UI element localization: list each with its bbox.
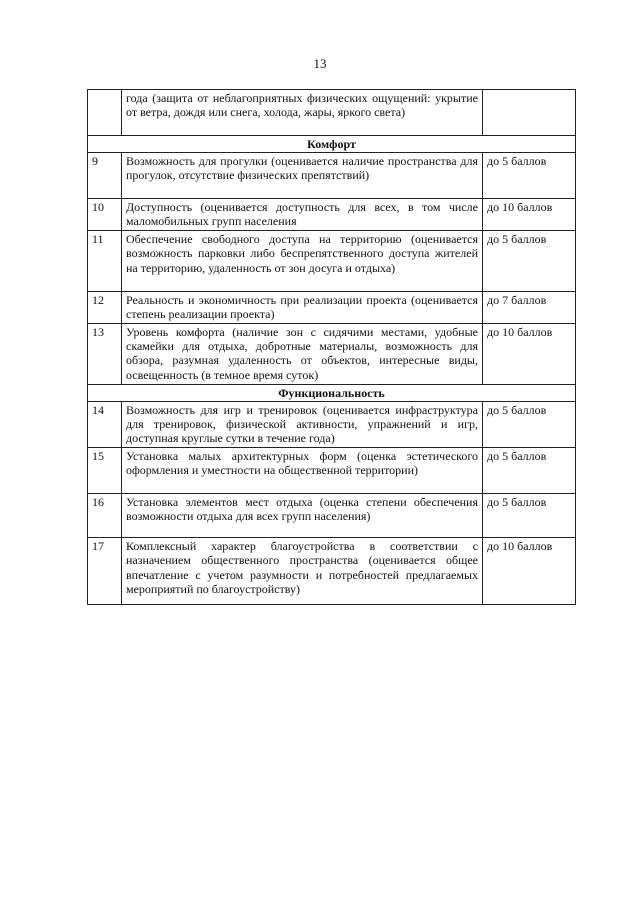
row-score: до 7 баллов <box>483 291 576 323</box>
page-number: 13 <box>313 56 327 71</box>
row-number: 12 <box>88 291 122 323</box>
row-score: до 5 баллов <box>483 493 576 537</box>
row-description: Реальность и экономичность при реализации проекта (оценивается степень реализации проекта) <box>122 291 483 323</box>
section-title: Функциональность <box>88 384 576 401</box>
row-description: Возможность для прогулки (оценивается наличие пространства для прогулок, отсутствие физических препятствий) <box>122 153 483 199</box>
row-number: 16 <box>88 493 122 537</box>
criteria-table <box>87 89 576 605</box>
row-number: 9 <box>88 153 122 199</box>
row-score: до 5 баллов <box>483 230 576 291</box>
table-row <box>88 230 576 291</box>
section-header-functionality <box>88 384 576 401</box>
row-score: до 10 баллов <box>483 323 576 384</box>
row-number: 15 <box>88 447 122 493</box>
row-description: Уровень комфорта (наличие зон с сидячими местами, удобные скамейки для отдыха, добротные материалы, возможность для обзора, разумная удаленность от объектов, интересные виды, освещенность (в темное время суток) <box>122 323 483 384</box>
section-header-comfort <box>88 136 576 153</box>
table-row <box>88 401 576 447</box>
row-score: до 10 баллов <box>483 537 576 604</box>
table-row <box>88 153 576 199</box>
row-description: Обеспечение свободного доступа на территорию (оценивается возможность парковки либо беспрепятственного доступа жителей на территорию, удаленность от зон досуга и отдыха) <box>122 230 483 291</box>
table-row <box>88 90 576 136</box>
row-description: Возможность для игр и тренировок (оценивается инфраструктура для тренировок, физической активности, упражнений и игр, доступная круглые сутки в течение года) <box>122 401 483 447</box>
table-row <box>88 447 576 493</box>
row-score: до 10 баллов <box>483 199 576 231</box>
table-row <box>88 493 576 537</box>
row-number: 13 <box>88 323 122 384</box>
table-row <box>88 291 576 323</box>
row-score <box>483 90 576 136</box>
row-number <box>88 90 122 136</box>
row-number: 17 <box>88 537 122 604</box>
row-score: до 5 баллов <box>483 401 576 447</box>
row-number: 14 <box>88 401 122 447</box>
row-description: Доступность (оценивается доступность для всех, в том числе маломобильных групп населения <box>122 199 483 231</box>
section-title: Комфорт <box>88 136 576 153</box>
row-description: Комплексный характер благоустройства в соответствии с назначением общественного пространства (оценивается общее впечатление с учетом разумности и потребностей предлагаемых мероприятий по благоустройству) <box>122 537 483 604</box>
table-row <box>88 537 576 604</box>
row-number: 11 <box>88 230 122 291</box>
row-description: года (защита от неблагоприятных физических ощущений: укрытие от ветра, дождя или снега, холода, жары, яркого света) <box>122 90 483 136</box>
table-row <box>88 199 576 231</box>
row-number: 10 <box>88 199 122 231</box>
row-description: Установка элементов мест отдыха (оценка степени обеспечения возможности отдыха для всех групп населения) <box>122 493 483 537</box>
row-score: до 5 баллов <box>483 447 576 493</box>
row-score: до 5 баллов <box>483 153 576 199</box>
row-description: Установка малых архитектурных форм (оценка эстетического оформления и уместности на общественной территории) <box>122 447 483 493</box>
table-row <box>88 323 576 384</box>
